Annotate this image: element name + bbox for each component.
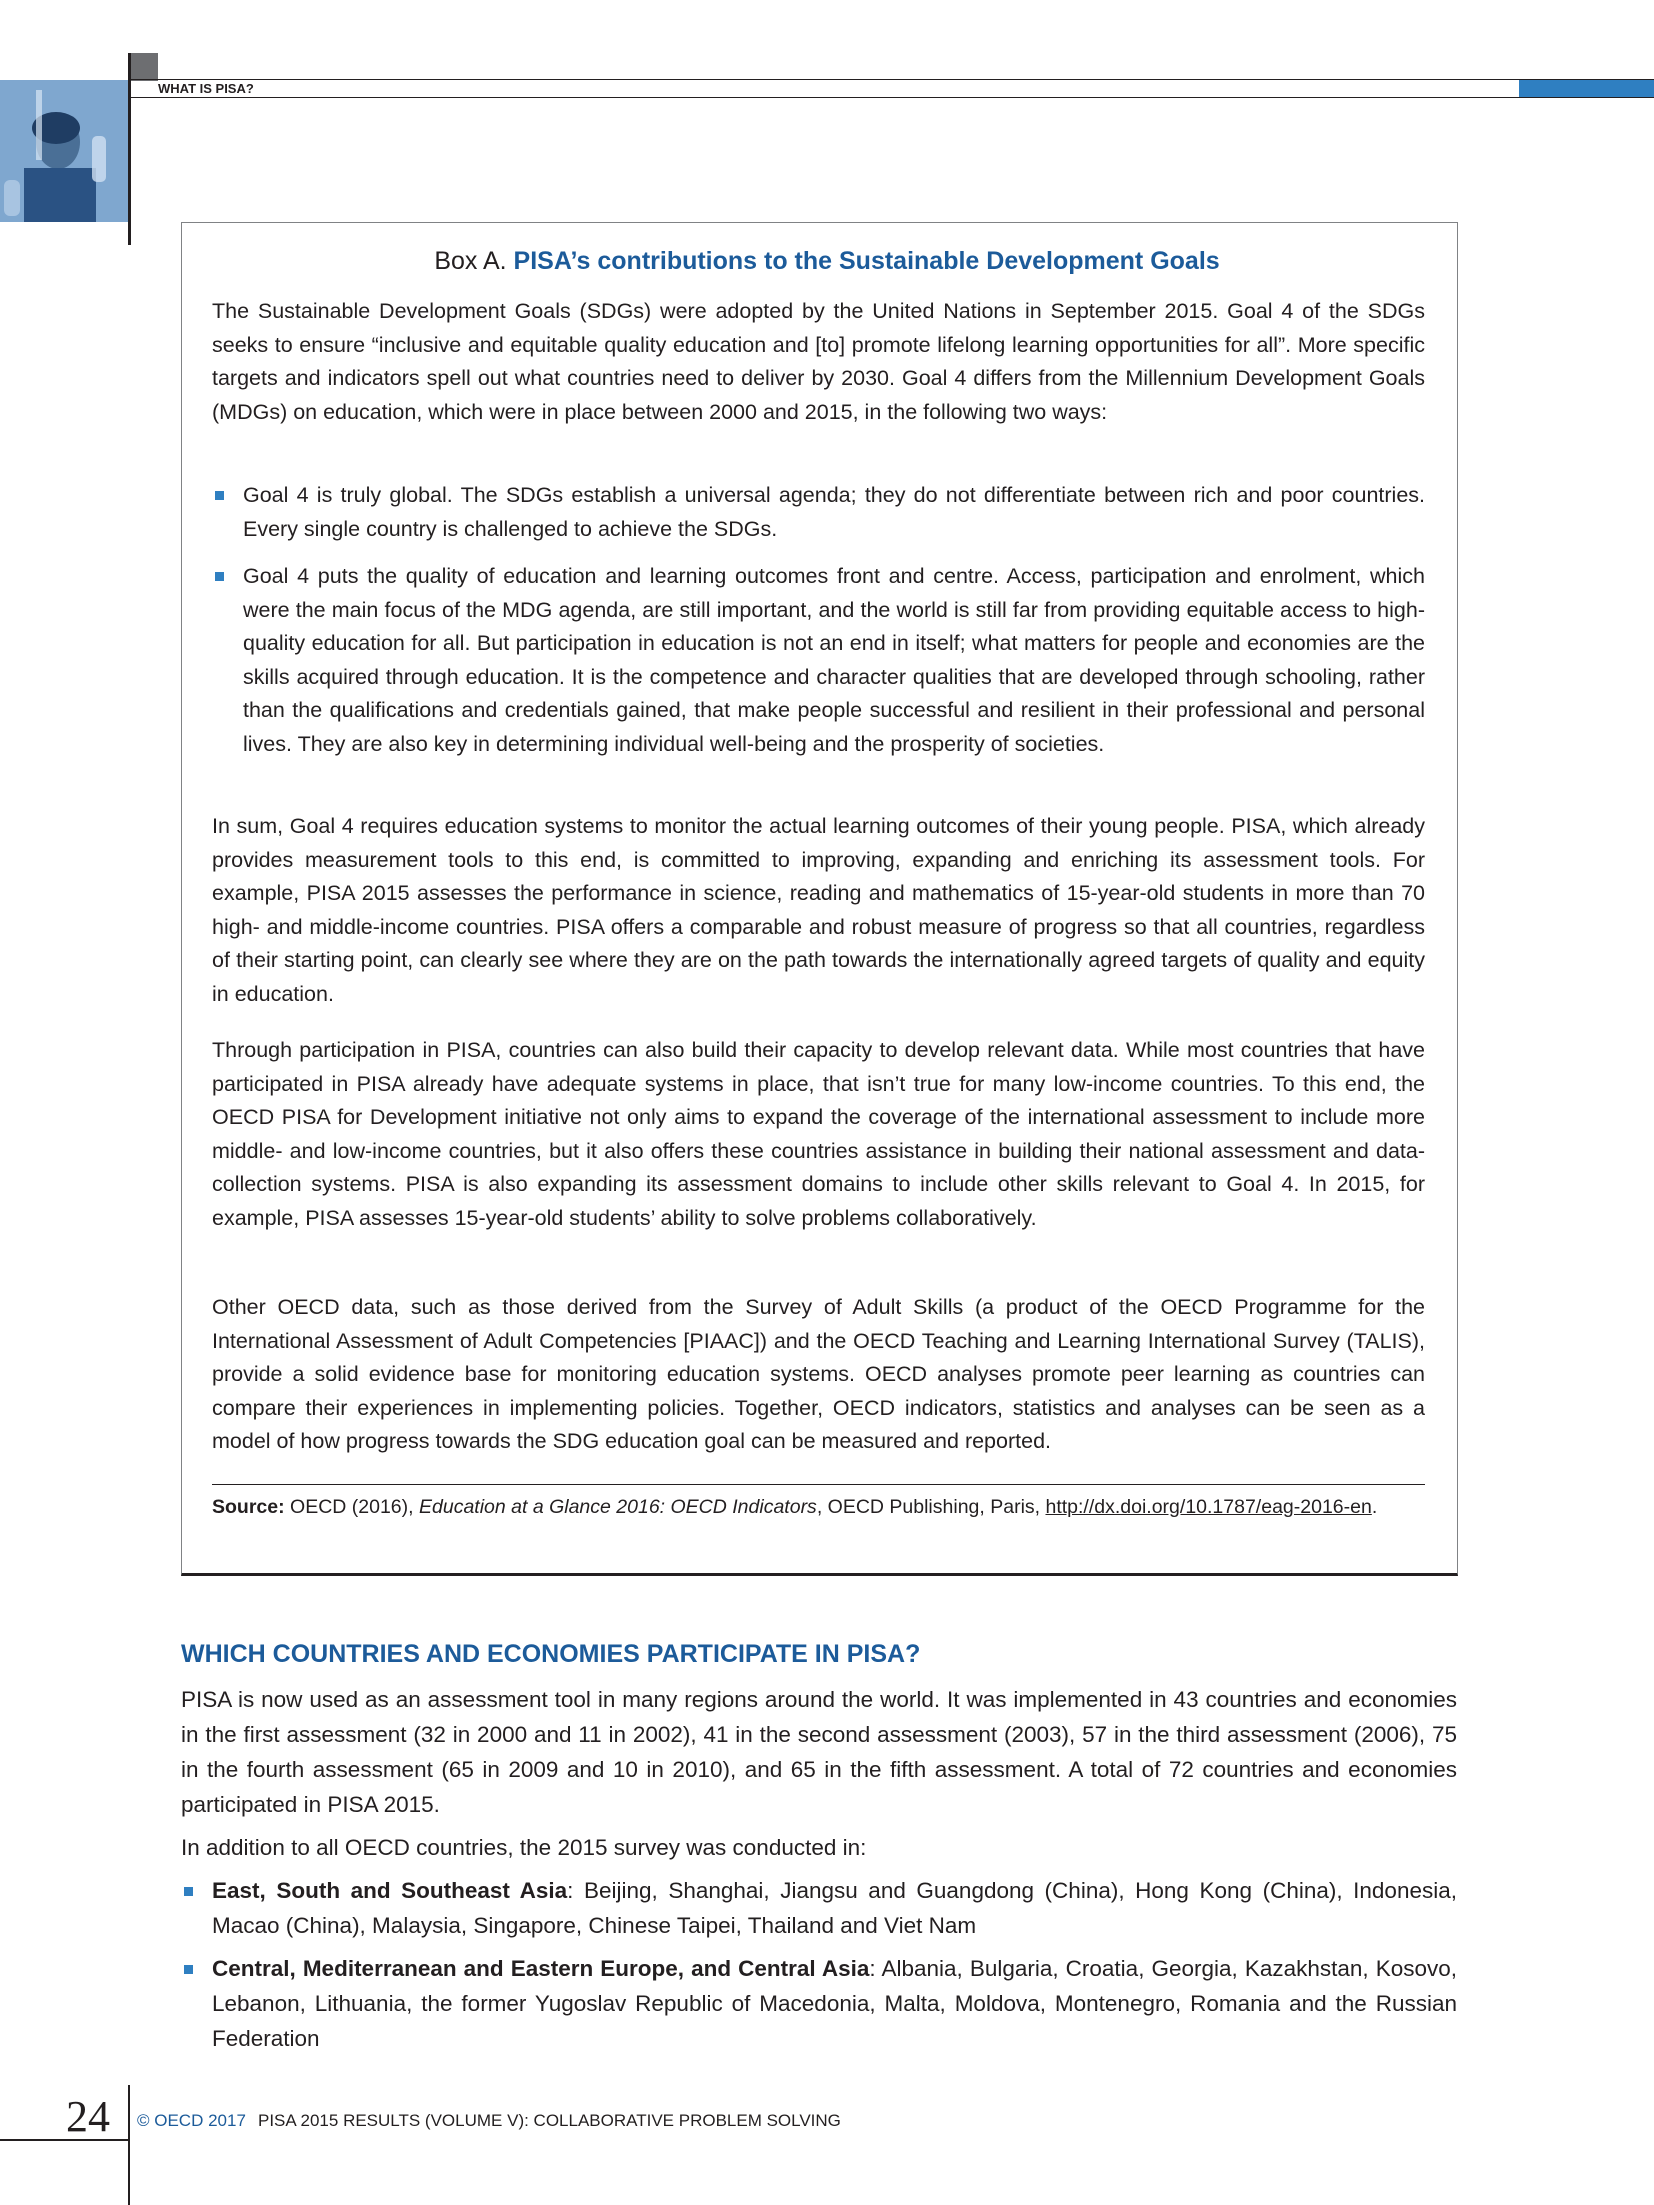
- running-header: WHAT IS PISA?: [158, 81, 254, 96]
- box-title: [0, 244, 1654, 278]
- box-title-text: PISA’s contributions to the Sustainable Development Goals: [513, 247, 1220, 275]
- section-paragraph-2: In addition to all OECD countries, the 2015 survey was conducted in:: [181, 1835, 867, 1860]
- header-top-rule: [131, 79, 1654, 80]
- footer-vertical-rule: [128, 2085, 130, 2205]
- header-bottom-rule: [131, 97, 1654, 98]
- source-doi-link[interactable]: http://dx.doi.org/10.1787/eag-2016-en: [1045, 1496, 1372, 1518]
- box-title-prefix: Box A.: [434, 247, 507, 275]
- section-heading: WHICH COUNTRIES AND ECONOMIES PARTICIPATE IN PISA?: [181, 1640, 921, 1668]
- bullet-2-text: : Albania, Bulgaria, Croatia, Georgia, Kazakhstan, Kosovo, Lebanon, Lithuania, the former Yugoslav Republic of Macedonia, Malta, Moldova, Montenegro, Romania and the Russian Federation: [212, 1956, 1458, 2051]
- source-title: Education at a Glance 2016: OECD Indicators: [419, 1496, 817, 1518]
- header-blue-bar: [1519, 80, 1654, 97]
- bullet-marker: [184, 1965, 193, 1974]
- source-divider: [212, 1484, 1425, 1485]
- section-bullet-1: [212, 1873, 1457, 1943]
- header-photo: [0, 80, 128, 222]
- footer-publication-title: PISA 2015 RESULTS (VOLUME V): COLLABORATIVE PROBLEM SOLVING: [258, 2111, 841, 2130]
- bullet-1-text: : Beijing, Shanghai, Jiangsu and Guangdong (China), Hong Kong (China), Indonesia, Macao (China), Malaysia, Singapore, Chinese Taipei, Thailand and Viet Nam: [212, 1878, 1457, 1938]
- bullet-2-label: Central, Mediterranean and Eastern Europe, and Central Asia: [212, 1956, 870, 1981]
- bullet-marker: [215, 491, 224, 500]
- scientist-photo-icon: [0, 80, 128, 222]
- bullet-marker: [215, 572, 224, 581]
- bullet-marker: [184, 1887, 193, 1896]
- box-paragraph-2: In sum, Goal 4 requires education systems to monitor the actual learning outcomes of their young people. PISA, which already provides measurement tools to this end, is committed to improving, expanding and enriching its assessment tools. For example, PISA 2015 assesses the performance in science, reading and mathematics of 15-year-old students in more than 70 high- and middle-income countries. PISA offers a comparable and robust measure of progress so that all countries, regardless of their starting point, can clearly see where they are on the path towards the internationally agreed targets of quality and equity in education.: [212, 814, 1425, 1006]
- source-end: .: [1371, 1496, 1378, 1518]
- box-bullet-2: Goal 4 puts the quality of education and learning outcomes front and centre. Access, participation and enrolment, which were the main focus of the MDG agenda, are still important, and the world is still far from providing equitable access to high-quality education for all. But participation in education is not an end in itself; what matters for people and economies are the skills acquired through education. It is the competence and character qualities that are developed through schooling, rather than the qualifications and credentials gained, that make people successful and resilient in their professional and personal lives. They are also key in determining individual well-being and the prosperity of societies.: [243, 564, 1425, 756]
- box-paragraph-4: Other OECD data, such as those derived from the Survey of Adult Skills (a product of the OECD Programme for the International Assessment of Adult Competencies [PIAAC]) and the OECD Teaching and Learning International Survey (TALIS), provide a solid evidence base for monitoring education systems. OECD analyses promote peer learning as countries can compare their experiences in implementing policies. Together, OECD indicators, statistics and analyses can be seen as a model of how progress towards the SDG education goal can be measured and reported.: [212, 1295, 1425, 1453]
- box-paragraph-3: Through participation in PISA, countries can also build their capacity to develop relevant data. While most countries that have participated in PISA already have adequate systems in place, that isn’t true for many low-income countries. To this end, the OECD PISA for Development initiative not only aims to expand the coverage of the international assessment to include more middle- and low-income countries, but it also offers these countries assistance in building their national assessment and data-collection systems. PISA is also expanding its assessment domains to include other skills relevant to Goal 4. In 2015, for example, PISA assesses 15-year-old students’ ability to solve problems collaboratively.: [212, 1038, 1425, 1230]
- source-pre: OECD (2016),: [284, 1496, 419, 1518]
- box-bullet-1: Goal 4 is truly global. The SDGs establish a universal agenda; they do not differentiate between rich and poor countries. Every single country is challenged to achieve the SDGs.: [243, 483, 1425, 541]
- box-source: [212, 1493, 1425, 1522]
- section-bullet-2: [212, 1951, 1457, 2056]
- page-number: 24: [66, 2092, 110, 2141]
- header-grey-tab: [128, 53, 158, 81]
- source-label: Source:: [212, 1496, 285, 1518]
- section-paragraph-1: PISA is now used as an assessment tool in many regions around the world. It was implemented in 43 countries and economies in the first assessment (32 in 2000 and 11 in 2002), 41 in the second assessment (2003), 57 in the third assessment (2006), 75 in the fourth assessment (65 in 2009 and 10 in 2010), and 65 in the fifth assessment. A total of 72 countries and economies participated in PISA 2015.: [181, 1687, 1457, 1817]
- source-mid: , OECD Publishing, Paris,: [816, 1496, 1046, 1518]
- footer-horizontal-rule: [0, 2139, 130, 2141]
- footer-copyright: © OECD 2017: [137, 2111, 246, 2130]
- bullet-1-label: East, South and Southeast Asia: [212, 1878, 568, 1903]
- box-intro-paragraph: The Sustainable Development Goals (SDGs) were adopted by the United Nations in September 2015. Goal 4 of the SDGs seeks to ensure “inclusive and equitable quality education and [to] promote lifelong learning opportunities for all”. More specific targets and indicators spell out what countries need to deliver by 2030. Goal 4 differs from the Millennium Development Goals (MDGs) on education, which were in place between 2000 and 2015, in the following two ways:: [212, 299, 1425, 424]
- header-vertical-rule: [128, 53, 131, 245]
